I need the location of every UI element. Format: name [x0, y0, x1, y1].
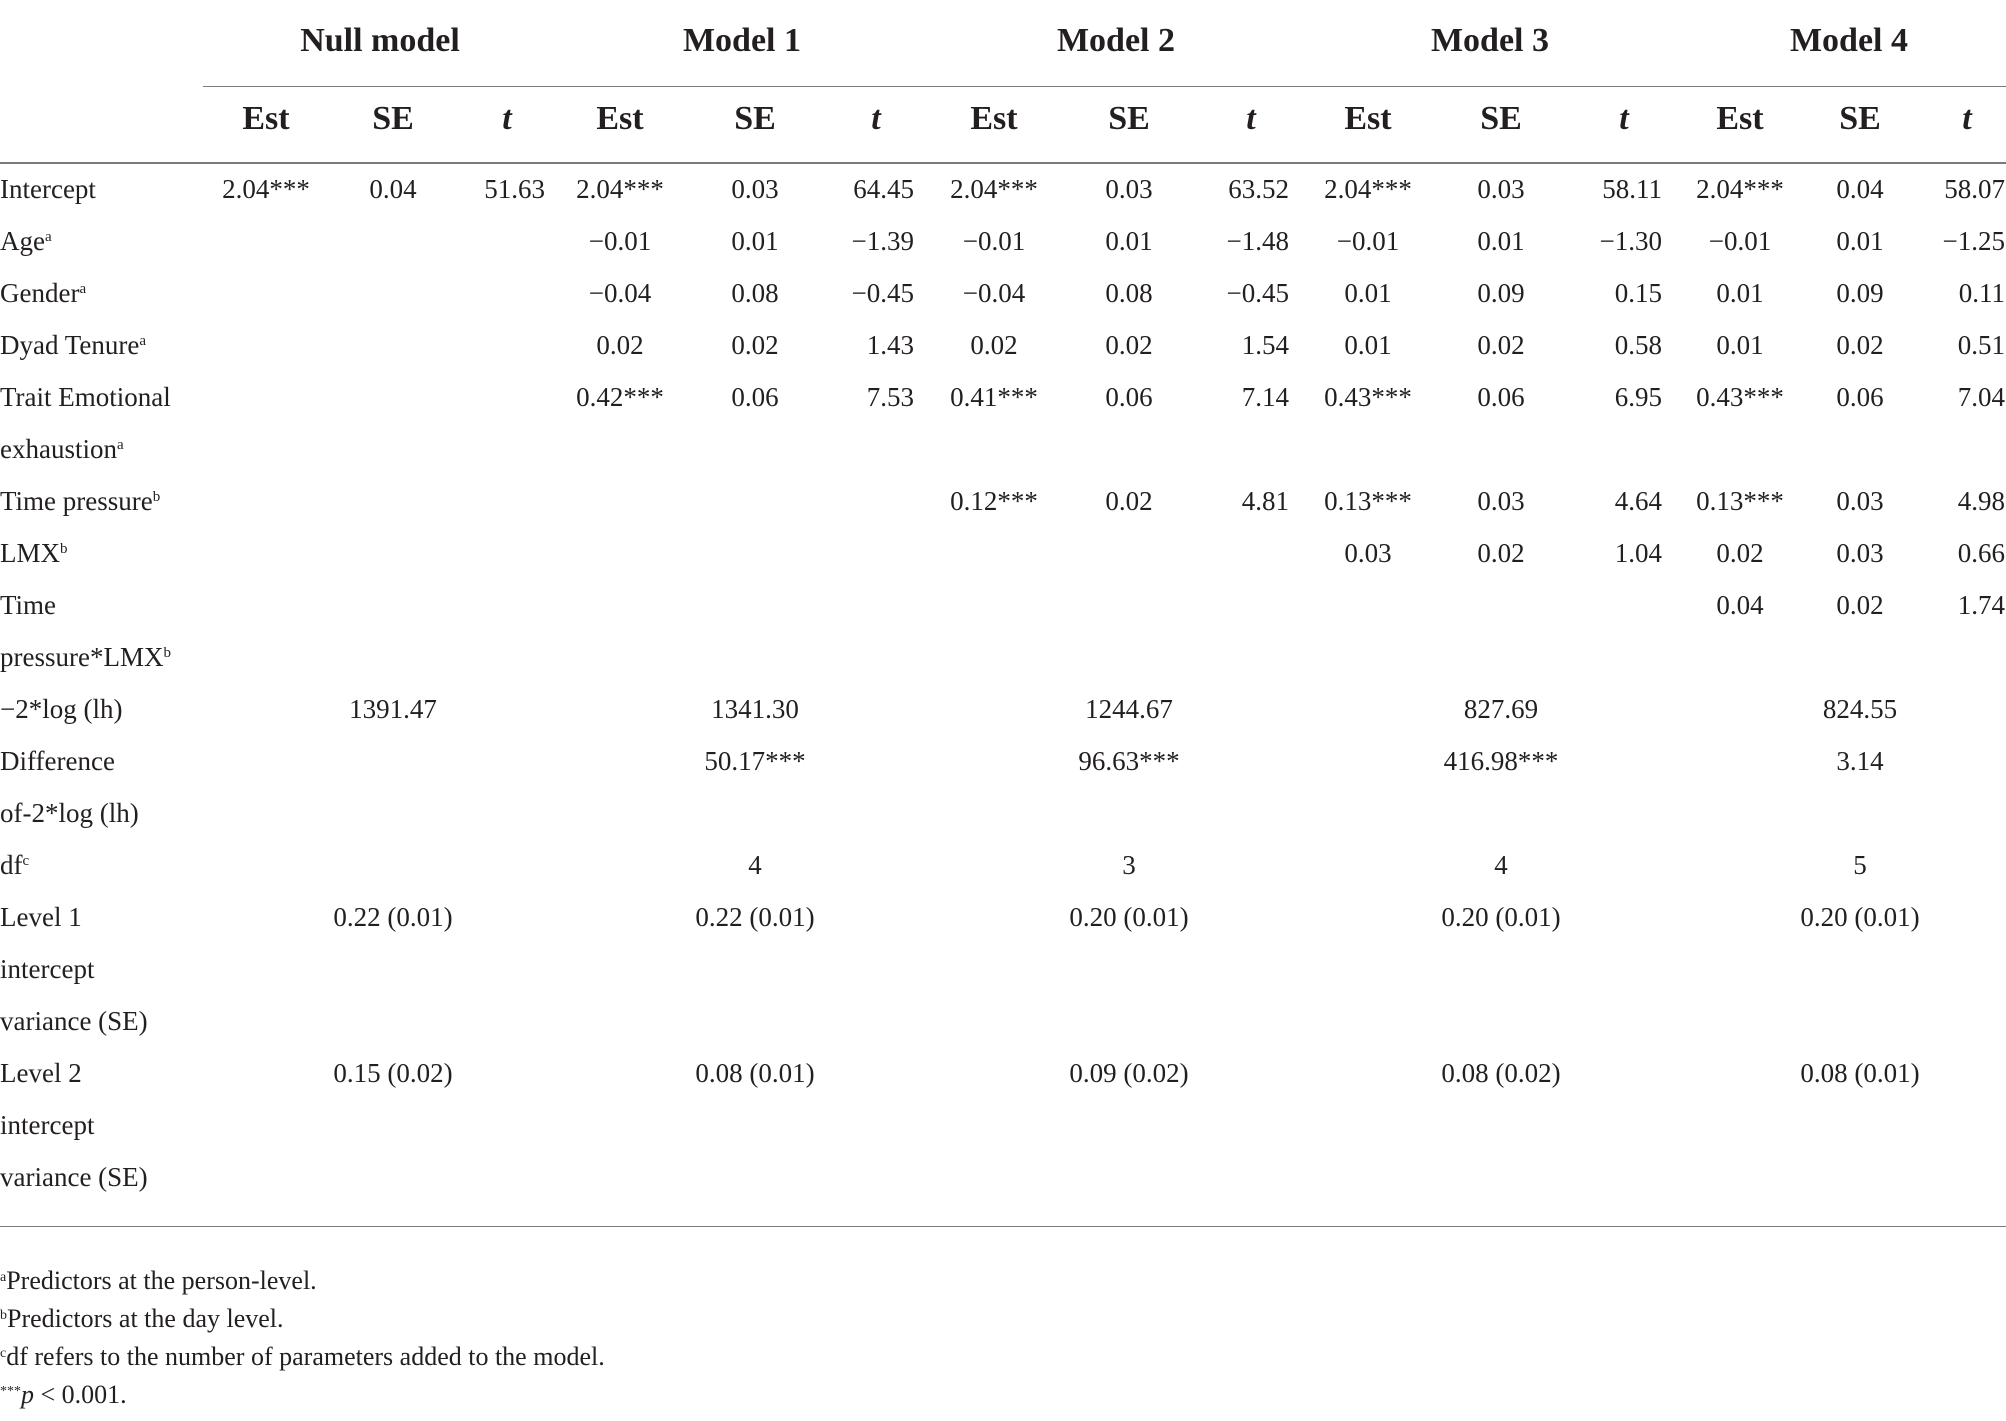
table-cell: 0.08 (0.01)	[1800, 1058, 1920, 1088]
table-cell: 4.98	[1957, 486, 2005, 516]
table-cell: 0.01	[1716, 278, 1764, 308]
footnote: $^b$Predictors at the day level.	[0, 1304, 284, 1333]
row-label: intercept	[0, 954, 95, 984]
table-cell: 2.04***	[1324, 174, 1412, 204]
model-header: Model 4	[1789, 22, 1909, 59]
table-cell: 0.42***	[576, 382, 664, 412]
footnote-marker: b	[163, 645, 171, 661]
table-cell: 0.02	[731, 330, 779, 360]
header-rule-top	[203, 86, 2006, 87]
table-cell: 1.54	[1241, 330, 1289, 360]
table-cell: 0.06	[731, 382, 779, 412]
table-cell: 0.03	[1836, 538, 1884, 568]
row-label: intercept	[0, 1110, 95, 1140]
table-cell: 0.13***	[1696, 486, 1784, 516]
table-cell: 0.20 (0.01)	[1800, 902, 1920, 932]
table-cell: 0.02	[1477, 538, 1525, 568]
model-header: Model 2	[1056, 22, 1176, 59]
table-cell: 0.66	[1957, 538, 2005, 568]
table-cell: −0.45	[851, 278, 914, 308]
footnote-marker: a	[44, 229, 52, 245]
table-cell: 0.08 (0.01)	[695, 1058, 815, 1088]
column-header: Est	[596, 100, 644, 137]
column-header: t	[502, 100, 512, 137]
column-header: t	[1962, 100, 1972, 137]
table-cell: 0.06	[1477, 382, 1525, 412]
column-header: SE	[1839, 100, 1881, 137]
table-cell: 5	[1853, 850, 1867, 880]
table-cell: 0.03	[1836, 486, 1884, 516]
table-cell: −0.04	[588, 278, 652, 308]
table-cell: 0.06	[1836, 382, 1884, 412]
table-cell: 7.53	[866, 382, 914, 412]
table-cell: 2.04***	[576, 174, 664, 204]
footnote-marker: ***	[0, 1384, 21, 1399]
row-label: $df^c$	[0, 850, 30, 880]
table-cell: −0.01	[1708, 226, 1772, 256]
table-cell: 0.01	[1105, 226, 1153, 256]
row-label: Intercept	[0, 174, 96, 204]
table-cell: 0.02	[1105, 330, 1153, 360]
table-cell: −1.48	[1226, 226, 1289, 256]
row-label: exhaustion$^a$	[0, 434, 124, 464]
footnote-marker: b	[152, 489, 161, 505]
table-cell: 0.04	[1716, 590, 1764, 620]
table-cell: 0.04	[1836, 174, 1884, 204]
table-cell: 58.11	[1602, 174, 1662, 204]
table-cell: −1.25	[1942, 226, 2005, 256]
table-cell: 0.15 (0.02)	[333, 1058, 453, 1088]
table-cell: 0.02	[1105, 486, 1153, 516]
table-cell: 7.04	[1957, 382, 2005, 412]
table-cell: 0.58	[1614, 330, 1662, 360]
table-cell: 2.04***	[1696, 174, 1784, 204]
table-cell: 0.12***	[950, 486, 1038, 516]
table-cell: 0.03	[1344, 538, 1392, 568]
footnote-marker: b	[60, 541, 68, 557]
table-cell: 64.45	[853, 174, 914, 204]
table-cell: 0.02	[1716, 538, 1764, 568]
table-cell: 0.08	[1105, 278, 1153, 308]
column-header: Est	[970, 100, 1018, 137]
table-cell: 0.02	[1836, 330, 1884, 360]
footnote-marker: b	[0, 1308, 7, 1323]
table-cell: 0.51	[1957, 330, 2005, 360]
table-cell: 1.04	[1614, 538, 1662, 568]
table-cell: 4.81	[1241, 486, 1289, 516]
row-label: Gender$^a$	[0, 278, 87, 308]
table-cell: 63.52	[1228, 174, 1289, 204]
table-cell: 0.02	[970, 330, 1018, 360]
table-cell: −1.30	[1599, 226, 1662, 256]
table-cell: 0.03	[1477, 174, 1525, 204]
column-header: t	[1246, 100, 1256, 137]
table-cell: 0.20 (0.01)	[1441, 902, 1561, 932]
model-header: Model 3	[1430, 22, 1550, 59]
column-header: t	[1619, 100, 1629, 137]
table-cell: 0.22 (0.01)	[695, 902, 815, 932]
table-cell: 0.41***	[950, 382, 1038, 412]
table-cell: 824.55	[1822, 694, 1898, 724]
row-label: Dyad Tenure$^a$	[0, 330, 146, 360]
footnote-marker: a	[116, 437, 124, 453]
footnote-marker: c	[0, 1346, 7, 1361]
table-cell: 4	[1494, 850, 1508, 880]
column-header: t	[871, 100, 881, 137]
table-cell: 2.04***	[222, 174, 310, 204]
table-cell: −0.01	[588, 226, 652, 256]
table-cell: 0.11	[1958, 278, 2005, 308]
footnote-marker: c	[22, 853, 30, 869]
table-cell: 0.04	[369, 174, 417, 204]
table-cell: 0.01	[1344, 278, 1392, 308]
table-cell: 6.95	[1614, 382, 1662, 412]
table-cell: 0.01	[731, 226, 779, 256]
table-cell: 0.09	[1477, 278, 1525, 308]
table-cell: 50.17***	[704, 746, 806, 776]
column-header: SE	[1480, 100, 1522, 137]
table-cell: 3.14	[1836, 746, 1884, 776]
row-label: LMX$^b$	[0, 538, 68, 568]
table-cell: −1.39	[851, 226, 914, 256]
row-label: Difference	[0, 746, 115, 776]
row-label: Level 1	[0, 902, 82, 932]
row-label: variance (SE)	[0, 1162, 148, 1192]
table-cell: 0.20 (0.01)	[1069, 902, 1189, 932]
table-cell: 51.63	[484, 174, 545, 204]
table-cell: 96.63***	[1078, 746, 1180, 776]
table-cell: −0.01	[962, 226, 1026, 256]
table-cell: 1.74	[1957, 590, 2005, 620]
row-label: Trait Emotional	[0, 382, 171, 412]
row-label: variance (SE)	[0, 1006, 148, 1036]
table-cell: 0.01	[1477, 226, 1525, 256]
table-cell: 0.01	[1344, 330, 1392, 360]
table-cell: 0.09	[1836, 278, 1884, 308]
column-header: SE	[372, 100, 414, 137]
footnote-italic: p	[21, 1380, 34, 1409]
column-header: SE	[1108, 100, 1150, 137]
table-cell: −0.01	[1336, 226, 1400, 256]
table-cell: 0.15	[1614, 278, 1662, 308]
table-cell: 0.43***	[1696, 382, 1784, 412]
footnote-marker: a	[0, 1270, 7, 1285]
table-cell: −0.45	[1226, 278, 1289, 308]
table-cell: 0.03	[1105, 174, 1153, 204]
footnote-marker: a	[139, 333, 146, 349]
row-label: Time	[0, 590, 57, 620]
row-label: Age$^a$	[0, 226, 52, 256]
table-cell: 0.03	[731, 174, 779, 204]
table-cell: 0.22 (0.01)	[333, 902, 453, 932]
footnote-marker: a	[79, 281, 87, 297]
footnote: $^c$df refers to the number of parameters added to the model.	[0, 1342, 605, 1371]
table-cell: 0.13***	[1324, 486, 1412, 516]
table-cell: 0.01	[1716, 330, 1764, 360]
table-cell: 0.06	[1105, 382, 1153, 412]
row-label: Level 2	[0, 1058, 82, 1088]
row-label: −2*log (lh)	[0, 694, 123, 724]
model-header: Model 1	[682, 22, 802, 59]
column-header: Est	[1344, 100, 1392, 137]
footnote: ***p < 0.001.	[0, 1380, 127, 1409]
table-cell: 2.04***	[950, 174, 1038, 204]
table-cell: 1.43	[866, 330, 914, 360]
table-cell: 7.14	[1241, 382, 1289, 412]
column-header: Est	[1716, 100, 1764, 137]
table-cell: −0.04	[962, 278, 1026, 308]
row-label: of-2*log (lh)	[0, 798, 139, 828]
table-cell: 0.09 (0.02)	[1069, 1058, 1189, 1088]
footnote: $^a$Predictors at the person-level.	[0, 1266, 317, 1295]
table-cell: 0.43***	[1324, 382, 1412, 412]
table-cell: 0.02	[1477, 330, 1525, 360]
column-header: Est	[242, 100, 290, 137]
table-cell: 58.07	[1944, 174, 2005, 204]
table-cell: 827.69	[1463, 694, 1539, 724]
table-cell: 0.08 (0.02)	[1441, 1058, 1561, 1088]
column-header: SE	[734, 100, 776, 137]
table-cell: 0.08	[731, 278, 779, 308]
table-cell: 0.01	[1836, 226, 1884, 256]
row-label: Time pressure$^b$	[0, 486, 161, 516]
table-cell: 0.02	[1836, 590, 1884, 620]
row-label: pressure*LMX$^b$	[0, 642, 171, 672]
table-cell: 416.98***	[1443, 746, 1559, 776]
table-cell: 1244.67	[1085, 694, 1173, 724]
model-header: Null model	[300, 22, 460, 59]
table-bottom-rule	[0, 1226, 2006, 1227]
table-cell: 1391.47	[349, 694, 437, 724]
table-cell: 3	[1122, 850, 1136, 880]
table-cell: 0.02	[596, 330, 644, 360]
table-cell: 4	[748, 850, 762, 880]
table-cell: 4.64	[1614, 486, 1662, 516]
table-cell: 1341.30	[711, 694, 799, 724]
table-cell: 0.03	[1477, 486, 1525, 516]
